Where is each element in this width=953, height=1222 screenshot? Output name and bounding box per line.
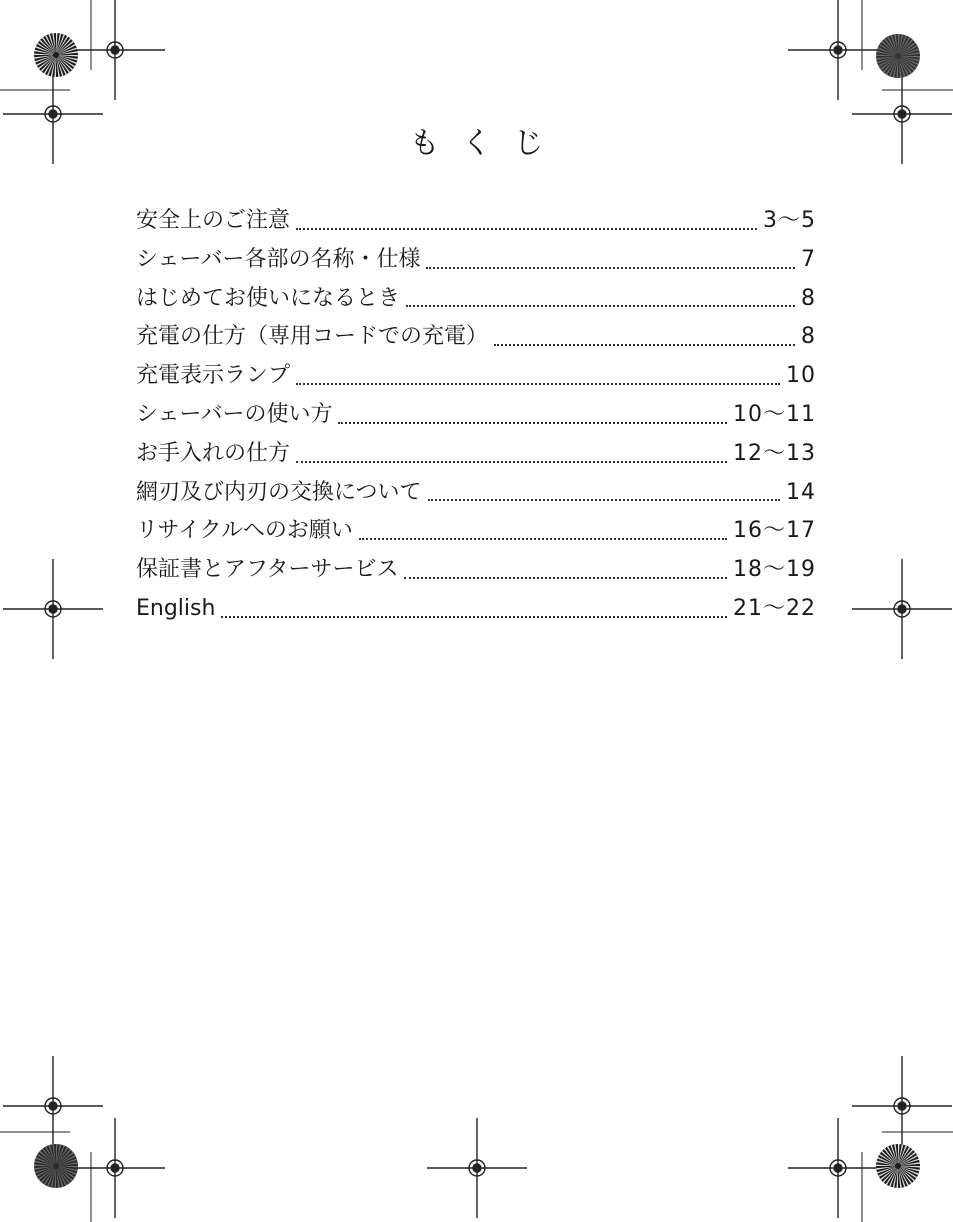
dot-leader [296,228,757,230]
toc-entry [136,474,816,513]
toc-entry [136,590,816,629]
dot-leader [359,538,727,540]
starburst-target [34,33,78,77]
registration-mark [852,559,952,659]
registration-mark [788,0,888,100]
toc-entry [136,202,816,241]
toc-entry-page: 8 [801,324,816,350]
dot-leader [406,305,795,307]
toc-entry-label: お手入れの仕方 [136,440,291,466]
toc-entry-page: 14 [786,479,816,505]
starburst-target [876,34,920,78]
registration-mark [3,1056,103,1156]
toc-entry-page: 12〜13 [733,440,816,466]
toc-entry-label: 保証書とアフターサービス [136,557,399,583]
toc-entry-page: 10 [786,363,816,389]
registration-mark [788,1118,888,1218]
toc-entry-label: English [136,595,216,621]
toc-entry-label: リサイクルへのお願い [136,518,353,544]
toc-entry-label: 安全上のご注意 [136,208,291,233]
dot-leader [296,383,780,385]
toc-entry-page: 8 [801,285,816,311]
starburst-target [876,1144,920,1188]
toc-entry [136,551,816,590]
dot-leader [404,577,727,579]
dot-leader [494,344,795,346]
toc-entry-page: 16〜17 [733,518,816,544]
starburst-target [34,1144,78,1188]
toc-entry [136,396,816,435]
toc-entry-page: 18〜19 [733,557,816,583]
toc-entry-page: 10〜11 [733,401,816,427]
toc-entry-label: シェーバーの使い方 [136,401,333,427]
toc-entry-label: 網刃及び内刃の交換について [136,479,422,505]
registration-mark [65,1118,165,1218]
dot-leader [338,422,727,424]
registration-mark [65,0,165,100]
toc-entry-label: 充電の仕方（専用コードでの充電） [136,324,489,350]
registration-mark [427,1118,527,1218]
toc-entry [136,357,816,396]
toc-entry-page: 7 [801,246,816,272]
registration-mark [3,559,103,659]
toc-entry [136,318,816,357]
dot-leader [426,267,795,269]
toc-entry [136,241,816,280]
toc-entry [136,280,816,319]
table-of-contents [136,202,816,629]
toc-entry-label: シェーバー各部の名称・仕様 [136,246,421,272]
page-title: もくじ [409,126,566,161]
toc-entry-label: 充電表示ランプ [136,363,291,389]
toc-entry-page: 3〜5 [763,208,816,233]
toc-entry [136,512,816,551]
dot-leader [221,616,727,618]
toc-entry-label: はじめてお使いになるとき [136,285,401,311]
toc-entry-page: 21〜22 [733,595,816,621]
registration-mark [852,1056,952,1156]
toc-entry [136,435,816,474]
dot-leader [296,461,727,463]
dot-leader [428,499,780,501]
